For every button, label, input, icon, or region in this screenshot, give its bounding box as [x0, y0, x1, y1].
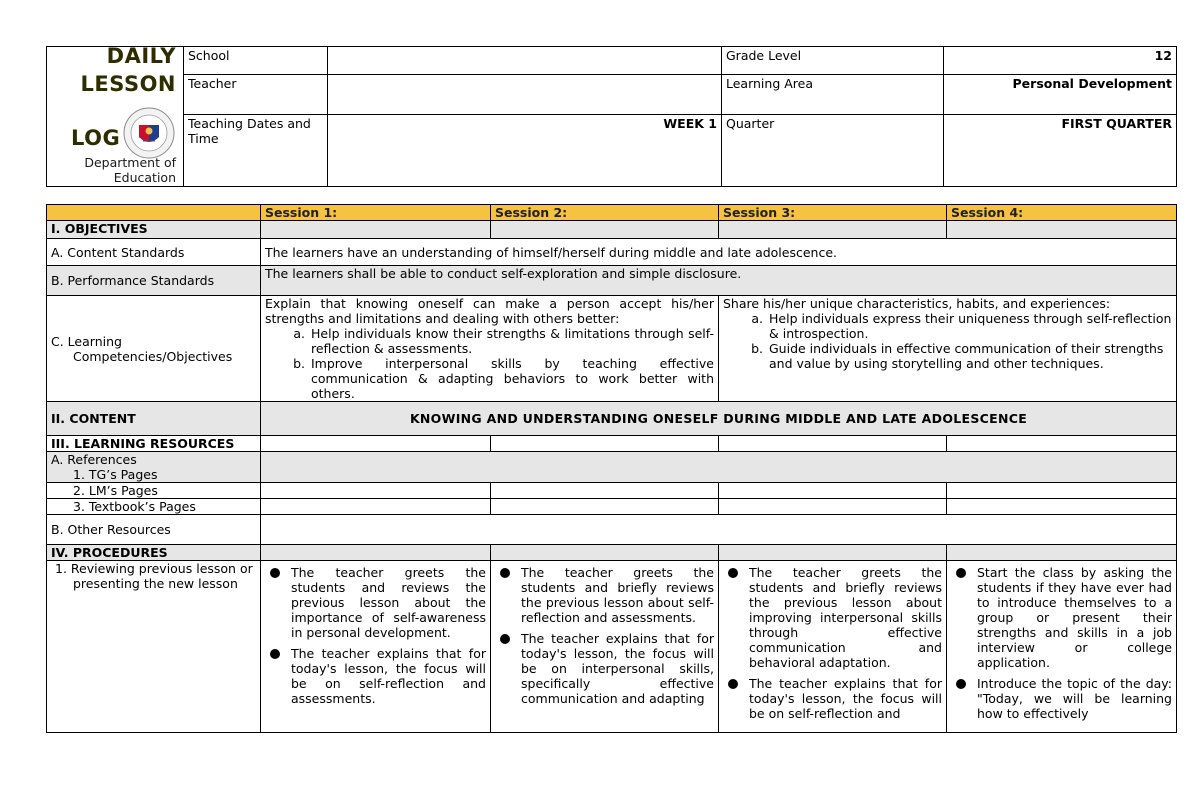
session-4-header: Session 4:: [947, 205, 1177, 221]
header-table: [46, 46, 1177, 187]
lm-pages-cell-3: [719, 483, 947, 499]
session-2-procedure: [491, 561, 719, 733]
other-resources-value: [261, 515, 1177, 545]
lm-pages-cell-4: [947, 483, 1177, 499]
lm-pages-cell-2: [491, 483, 719, 499]
competency-2-intro: Share his/her unique characteristics, habits, and experiences:: [723, 296, 1111, 311]
bullet-icon: [500, 634, 510, 644]
procedures-cell-2: [491, 545, 719, 561]
department-of-education: Department of Education: [84, 155, 176, 185]
session-1-procedure: [261, 561, 491, 733]
resources-cell-2: [491, 436, 719, 452]
procedures-cell-4: [947, 545, 1177, 561]
session-2-bullet-2: [495, 631, 714, 706]
bullet-icon: [956, 679, 966, 689]
textbook-pages-cell-3: [719, 499, 947, 515]
bullet-icon: [500, 568, 510, 578]
competency-1-item-b: b. Improve interpersonal skills by teaching effective communication & adapting behaviors to work better with others.: [309, 356, 714, 401]
learning-competencies-label-text: C. Learning Competencies/Objectives: [51, 333, 233, 364]
title-lesson: LESSON: [80, 72, 176, 96]
textbook-pages-cell-4: [947, 499, 1177, 515]
tg-pages-label: 1. TG’s Pages: [73, 467, 158, 482]
session-3-bullet-1: [723, 565, 942, 670]
performance-standards-text: The learners shall be able to conduct self-exploration and simple disclosure.: [261, 266, 1177, 296]
quarter-label: Quarter: [722, 115, 944, 187]
content-heading: II. CONTENT: [47, 402, 261, 436]
objectives-heading: I. OBJECTIVES: [47, 221, 261, 239]
objectives-cell-4: [947, 221, 1177, 239]
bullet-icon: [270, 649, 280, 659]
session-2-bullet-1: [495, 565, 714, 625]
learning-resources-heading: III. LEARNING RESOURCES: [47, 436, 261, 452]
session-4-bullet-1-text: Start the class by asking the students if they have ever had to introduce themselves to a group or present their strengths and skills in a job interview or college application.: [977, 565, 1172, 670]
objectives-cell-3: [719, 221, 947, 239]
bullet-icon: [956, 568, 966, 578]
objectives-cell-1: [261, 221, 491, 239]
references-value: [261, 452, 1177, 483]
session-1-bullet-2: [265, 646, 486, 706]
references-label: A. References: [51, 452, 137, 467]
session-4-bullet-2-text: Introduce the topic of the day: "Today, we will be learning how to effectively: [977, 676, 1172, 721]
procedure-step-1-label-cell: [47, 561, 261, 733]
bullet-icon: [728, 568, 738, 578]
learning-area-label: Learning Area: [722, 75, 944, 115]
session-1-bullet-1-text: The teacher greets the students and reviews the previous lesson about the importance of self-awareness in personal development.: [291, 565, 486, 640]
lesson-log-table: [46, 204, 1177, 733]
teaching-dates-value[interactable]: WEEK 1: [328, 115, 722, 187]
references-cell: [47, 452, 261, 483]
competency-2-item-b: b. Guide individuals in effective communication of their strengths and value by using storytelling and other techniques.: [767, 341, 1172, 371]
performance-standards-label: B. Performance Standards: [47, 266, 261, 296]
teacher-value[interactable]: [328, 75, 722, 115]
textbook-pages-label: 3. Textbook’s Pages: [47, 499, 261, 515]
session-4-bullet-2: [951, 676, 1172, 721]
school-value[interactable]: [328, 47, 722, 75]
textbook-pages-cell-2: [491, 499, 719, 515]
grade-level-label: Grade Level: [722, 47, 944, 75]
textbook-pages-cell-1: [261, 499, 491, 515]
content-standards-text: The learners have an understanding of himself/herself during middle and late adolescence.: [261, 239, 1177, 266]
session-3-procedure: [719, 561, 947, 733]
session-4-procedure: [947, 561, 1177, 733]
session-header-blank: [47, 205, 261, 221]
school-label: School: [184, 47, 328, 75]
learning-area-value[interactable]: Personal Development: [944, 75, 1177, 115]
competency-1-intro: Explain that knowing oneself can make a person accept his/her strengths and limitations and dealing with others better:: [265, 296, 714, 326]
session-3-bullet-2-text: The teacher explains that for today's lesson, the focus will be on self-reflection and: [749, 676, 942, 721]
session-3-bullet-2: [723, 676, 942, 721]
deped-seal-icon: [123, 107, 175, 159]
learning-competencies-label: [47, 296, 261, 402]
content-text: KNOWING AND UNDERSTANDING ONESELF DURING MIDDLE AND LATE ADOLESCENCE: [261, 402, 1177, 436]
session-1-bullet-1: [265, 565, 486, 640]
competency-2-item-a: a. Help individuals express their uniqueness through self-reflection & introspection.: [767, 311, 1172, 341]
other-resources-label: B. Other Resources: [47, 515, 261, 545]
competency-2-list: [723, 311, 1172, 371]
resources-cell-3: [719, 436, 947, 452]
procedures-cell-3: [719, 545, 947, 561]
procedures-heading: IV. PROCEDURES: [47, 545, 261, 561]
teaching-dates-label: Teaching Dates and Time: [184, 115, 328, 187]
session-1-bullet-2-text: The teacher explains that for today's lesson, the focus will be on self-reflection and assessments.: [291, 646, 486, 706]
resources-cell-4: [947, 436, 1177, 452]
session-1-header: Session 1:: [261, 205, 491, 221]
bullet-icon: [728, 679, 738, 689]
session-2-bullet-2-text: The teacher explains that for today's lesson, the focus will be on interpersonal skills, specifically effective communication and adapting: [521, 631, 714, 706]
procedure-step-1-label: 1. Reviewing previous lesson or presenting the new lesson: [55, 561, 253, 591]
session-4-bullet-1: [951, 565, 1172, 670]
session-2-bullet-1-text: The teacher greets the students and briefly reviews the previous lesson about self-reflection and assessments.: [521, 565, 714, 625]
session-3-header: Session 3:: [719, 205, 947, 221]
competency-1-item-a: a. Help individuals know their strengths & limitations through self-reflection & assessments.: [309, 326, 714, 356]
session-2-header: Session 2:: [491, 205, 719, 221]
grade-level-value[interactable]: 12: [944, 47, 1177, 75]
daily-lesson-log-logo: [47, 47, 184, 187]
title-log: LOG: [71, 126, 121, 150]
title-daily: DAILY: [106, 46, 176, 68]
procedures-cell-1: [261, 545, 491, 561]
quarter-value[interactable]: FIRST QUARTER: [944, 115, 1177, 187]
lm-pages-cell-1: [261, 483, 491, 499]
teacher-label: Teacher: [184, 75, 328, 115]
competency-2-cell: [719, 296, 1177, 402]
objectives-cell-2: [491, 221, 719, 239]
resources-cell-1: [261, 436, 491, 452]
competency-1-list: [265, 326, 714, 401]
lm-pages-label: 2. LM’s Pages: [47, 483, 261, 499]
bullet-icon: [270, 568, 280, 578]
competency-1-cell: [261, 296, 719, 402]
session-3-bullet-1-text: The teacher greets the students and briefly reviews the previous lesson about improving interpersonal skills through effective communication and behavioral adaptation.: [749, 565, 942, 670]
content-standards-label: A. Content Standards: [47, 239, 261, 266]
